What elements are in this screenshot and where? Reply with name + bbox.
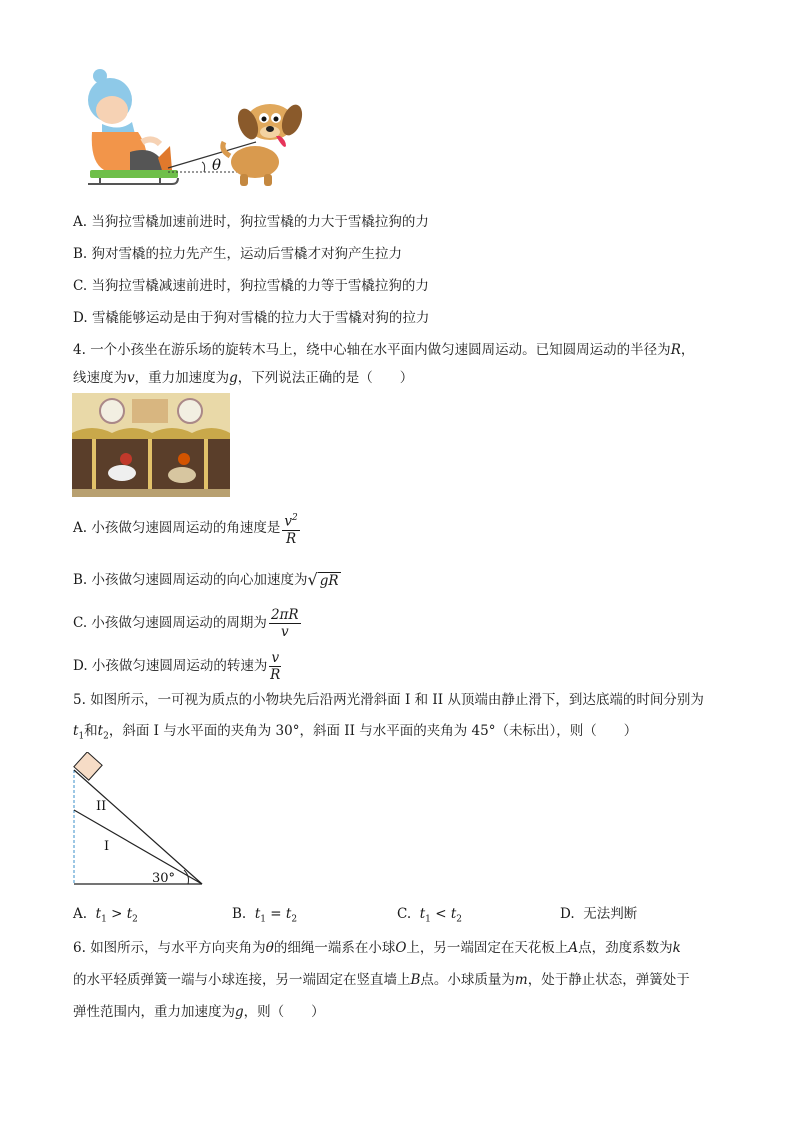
variable-theta: θ bbox=[265, 940, 274, 956]
variable-o: O bbox=[395, 940, 407, 956]
q3-option-d bbox=[73, 308, 429, 328]
stem-text: ，重力加速度为 bbox=[134, 370, 230, 386]
variable-k: k bbox=[672, 940, 681, 956]
incline-label-i: I bbox=[104, 839, 110, 854]
carousel-photo bbox=[72, 393, 230, 497]
option-text: 当狗拉雪橇加速前进时，狗拉雪橇的力大于雪橇拉狗的力 bbox=[91, 214, 429, 230]
sled-illustration bbox=[88, 170, 178, 184]
stem-text: 线速度为 bbox=[73, 370, 127, 386]
q4-stem-line1 bbox=[73, 340, 694, 360]
option-text: C. 小孩做匀速圆周运动的周期为 bbox=[73, 615, 267, 631]
fraction-2pir-over-v: $\frac{2\pi R}{v}$ bbox=[270, 607, 299, 640]
variable-g: g bbox=[229, 370, 238, 386]
option-letter: B. bbox=[232, 906, 247, 922]
question-number: 4. bbox=[73, 342, 86, 358]
q3-option-c bbox=[73, 276, 429, 296]
superscript: 2 bbox=[291, 513, 298, 524]
option-letter: D. bbox=[73, 310, 88, 326]
dog-illustration bbox=[223, 102, 305, 186]
relation: < bbox=[435, 906, 447, 922]
stem-text: ， bbox=[680, 342, 695, 358]
q4-stem-line2 bbox=[73, 368, 413, 388]
incline-angle-label: 30° bbox=[152, 871, 176, 886]
child-illustration bbox=[88, 69, 172, 170]
relation: > bbox=[111, 906, 123, 922]
q5-option-d bbox=[560, 904, 637, 924]
q6-stem-line3: 弹性范围内，重力加速度为g，则（ ） bbox=[73, 1004, 325, 1020]
option-text: A. 小孩做匀速圆周运动的角速度是 bbox=[73, 520, 281, 536]
option-letter: A. bbox=[73, 214, 88, 230]
stem-text: ，下列说法正确的是（ ） bbox=[237, 370, 414, 386]
variable-t: t bbox=[73, 723, 79, 739]
option-letter: C. bbox=[397, 906, 412, 922]
q5-option-a: A. $t_1 > t_2$ bbox=[73, 906, 138, 925]
sled-dog-figure bbox=[80, 66, 305, 196]
option-text: 雪橇能够运动是由于狗对雪橇的拉力大于雪橇对狗的拉力 bbox=[91, 310, 430, 326]
variable-b: B bbox=[410, 972, 421, 988]
option-text: B. 小孩做匀速圆周运动的向心加速度为 bbox=[73, 572, 308, 588]
question-number: 6. bbox=[73, 940, 86, 956]
option-text: 当狗拉雪橇减速前进时，狗拉雪橇的力等于雪橇拉狗的力 bbox=[91, 278, 429, 294]
option-text: D. 小孩做匀速圆周运动的转速为 bbox=[73, 658, 268, 674]
option-letter: D. bbox=[560, 906, 575, 922]
q4-option-c bbox=[73, 603, 301, 643]
fraction-v-over-r: $\frac{v}{R}$ bbox=[270, 650, 281, 683]
option-letter: C. bbox=[73, 278, 88, 294]
subscript: 1 bbox=[78, 731, 85, 742]
option-letter: A. bbox=[73, 906, 88, 922]
option-letter: B. bbox=[73, 246, 88, 262]
q4-option-d bbox=[73, 646, 281, 686]
stem-text: 和 bbox=[84, 723, 98, 739]
incline-label-ii: II bbox=[96, 799, 107, 814]
option-text: 无法判断 bbox=[583, 906, 638, 922]
variable-r: R bbox=[670, 342, 681, 358]
q4-option-b bbox=[73, 570, 341, 591]
angle-label: θ bbox=[212, 156, 222, 174]
variable-v: v bbox=[127, 370, 135, 386]
incline-diagram bbox=[66, 752, 216, 890]
fraction-v2-over-r bbox=[282, 510, 299, 547]
q5-option-b: B. $t_1 = t_2$ bbox=[232, 906, 298, 925]
stem-text: ，斜面 I 与水平面的夹角为 30°，斜面 II 与水平面的夹角为 45°（未标出），则（ ） bbox=[108, 723, 638, 739]
frac-den: R bbox=[285, 530, 297, 547]
q6-stem-line2: 的水平轻质弹簧一端与小球连接，另一端固定在竖直墙上B点。小球质量为m，处于静止状态，弹簧处于 bbox=[73, 972, 690, 988]
q4-option-a bbox=[73, 508, 300, 548]
q6-stem-line1: 6. 如图所示，与水平方向夹角为θ的细绳一端系在小球O上，另一端固定在天花板上A点，劲度系数为k bbox=[73, 940, 681, 956]
subscript: 2 bbox=[103, 731, 109, 742]
relation: = bbox=[270, 906, 282, 922]
stem-text: 如图所示，一可视为质点的小物块先后沿两光滑斜面 I 和 II 从顶端由静止滑下，到达底端的时间分别为 bbox=[90, 692, 704, 708]
q5-stem-line1 bbox=[73, 690, 704, 710]
question-number: 5. bbox=[73, 692, 86, 708]
q5-option-c: C. $t_1 < t_2$ bbox=[397, 906, 462, 925]
q3-option-a bbox=[73, 212, 429, 232]
variable-g: g bbox=[235, 1004, 244, 1020]
frac-num: v bbox=[284, 513, 292, 530]
variable-t: t bbox=[97, 723, 104, 739]
variable-a: A bbox=[568, 940, 579, 956]
q3-option-b bbox=[73, 244, 402, 264]
sqrt-gr: √ gR bbox=[307, 570, 339, 589]
radicand: gR bbox=[319, 573, 339, 589]
stem-text: 一个小孩坐在游乐场的旋转木马上，绕中心轴在水平面内做匀速圆周运动。已知圆周运动的半径为 bbox=[90, 342, 671, 358]
q5-stem-line2 bbox=[73, 721, 637, 747]
variable-m: m bbox=[514, 972, 528, 988]
option-text: 狗对雪橇的拉力先产生，运动后雪橇才对狗产生拉力 bbox=[91, 246, 403, 262]
